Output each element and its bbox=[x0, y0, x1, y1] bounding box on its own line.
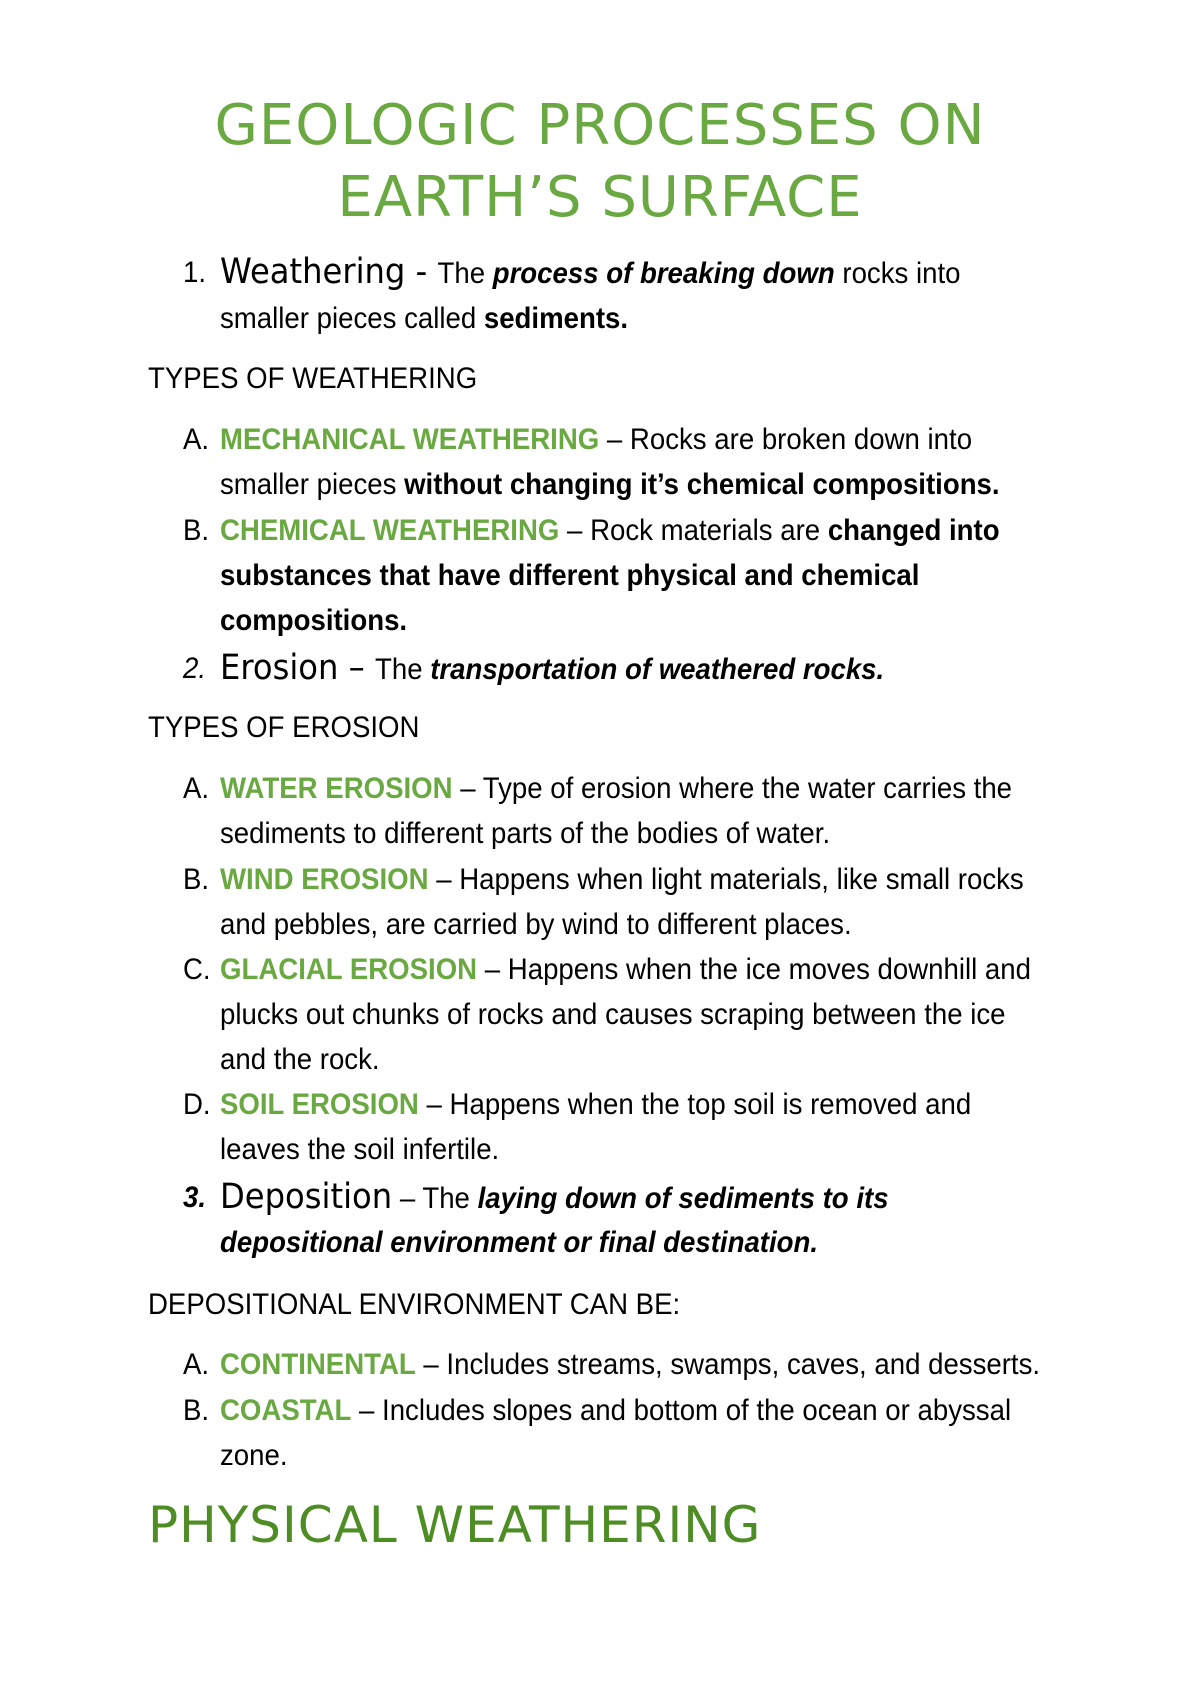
deposition-definition: Deposition – The laying down of sediments to its bbox=[220, 1177, 889, 1217]
document-title-line-2: EARTH’S SURFACE bbox=[337, 165, 863, 230]
list-marker: D. bbox=[183, 1088, 211, 1121]
coastal-item: COASTAL – Includes slopes and bottom of the ocean or abyssal bbox=[220, 1394, 1012, 1427]
physical-weathering-heading: PHYSICAL WEATHERING bbox=[148, 1496, 762, 1554]
deposition-definition-cont: depositional environment or final destination. bbox=[220, 1226, 819, 1259]
list-marker: 3. bbox=[183, 1181, 207, 1214]
depositional-environment-label: DEPOSITIONAL ENVIRONMENT CAN BE: bbox=[148, 1288, 681, 1321]
mechanical-weathering-term: MECHANICAL WEATHERING bbox=[220, 423, 600, 456]
continental-item: CONTINENTAL – Includes streams, swamps, caves, and desserts. bbox=[220, 1348, 1041, 1381]
mechanical-weathering-item: MECHANICAL WEATHERING – Rocks are broken down into bbox=[220, 423, 973, 456]
soil-erosion-item: SOIL EROSION – Happens when the top soil is removed and bbox=[220, 1088, 972, 1121]
list-marker: B. bbox=[183, 514, 210, 547]
chemical-weathering-item-cont: compositions. bbox=[220, 604, 408, 637]
soil-erosion-item-cont: leaves the soil infertile. bbox=[220, 1133, 500, 1166]
wind-erosion-item-cont: and pebbles, are carried by wind to different places. bbox=[220, 908, 852, 941]
list-marker: C. bbox=[183, 953, 211, 986]
list-marker: A. bbox=[183, 1348, 210, 1381]
list-marker: 2. bbox=[183, 652, 207, 685]
coastal-item-cont: zone. bbox=[220, 1439, 288, 1472]
water-erosion-item: WATER EROSION – Type of erosion where the water carries the bbox=[220, 772, 1013, 805]
list-marker: A. bbox=[183, 423, 210, 456]
list-marker: A. bbox=[183, 772, 210, 805]
erosion-definition: Erosion – The transportation of weathered rocks. bbox=[220, 648, 885, 688]
wind-erosion-item: WIND EROSION – Happens when light materials, like small rocks bbox=[220, 863, 1024, 896]
soil-erosion-term: SOIL EROSION bbox=[220, 1088, 419, 1121]
coastal-term: COASTAL bbox=[220, 1394, 352, 1427]
wind-erosion-term: WIND EROSION bbox=[220, 863, 429, 896]
chemical-weathering-item-cont: substances that have different physical and chemical bbox=[220, 559, 920, 592]
water-erosion-item-cont: sediments to different parts of the bodies of water. bbox=[220, 817, 831, 850]
weathering-definition-cont: smaller pieces called sediments. bbox=[220, 302, 629, 335]
mechanical-weathering-item-cont: smaller pieces without changing it’s chemical compositions. bbox=[220, 468, 1000, 501]
erosion-term: Erosion bbox=[220, 648, 339, 688]
water-erosion-term: WATER EROSION bbox=[220, 772, 453, 805]
weathering-definition: Weathering - The process of breaking down rocks into bbox=[220, 252, 961, 292]
glacial-erosion-item-cont: and the rock. bbox=[220, 1043, 380, 1076]
document-title-line-1: GEOLOGIC PROCESSES ON bbox=[214, 93, 986, 158]
glacial-erosion-item-cont: plucks out chunks of rocks and causes scraping between the ice bbox=[220, 998, 1006, 1031]
types-of-weathering-label: TYPES OF WEATHERING bbox=[148, 362, 478, 395]
deposition-term: Deposition bbox=[220, 1177, 393, 1217]
weathering-term: Weathering bbox=[220, 252, 406, 292]
types-of-erosion-label: TYPES OF EROSION bbox=[148, 711, 420, 744]
list-marker: B. bbox=[183, 863, 210, 896]
list-marker: B. bbox=[183, 1394, 210, 1427]
glacial-erosion-item: GLACIAL EROSION – Happens when the ice moves downhill and bbox=[220, 953, 1031, 986]
chemical-weathering-item: CHEMICAL WEATHERING – Rock materials are changed into bbox=[220, 514, 1000, 547]
glacial-erosion-term: GLACIAL EROSION bbox=[220, 953, 478, 986]
continental-term: CONTINENTAL bbox=[220, 1348, 416, 1381]
list-marker: 1. bbox=[183, 256, 207, 289]
chemical-weathering-term: CHEMICAL WEATHERING bbox=[220, 514, 560, 547]
